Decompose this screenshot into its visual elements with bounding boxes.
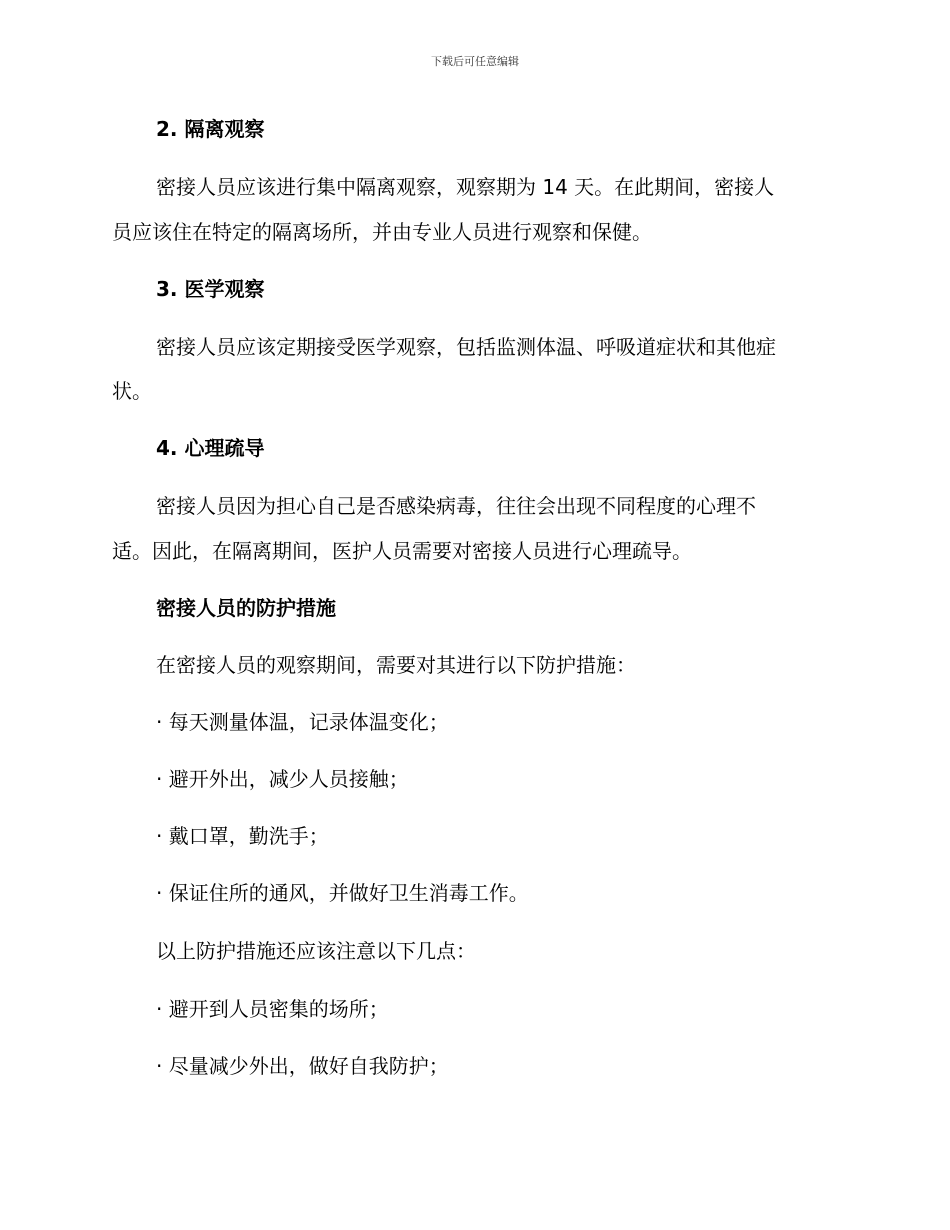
paragraph-psychological-line-2: 适。因此，在隔离期间，医护人员需要对密接人员进行心理疏导。	[112, 539, 692, 563]
page-header-note: 下载后可任意编辑	[431, 55, 519, 68]
list-item: · 避开外出，减少人员接触；	[156, 767, 409, 791]
paragraph-medical-line-2: 状。	[112, 379, 152, 403]
paragraph-notes-intro: 以上防护措施还应该注意以下几点：	[156, 939, 476, 963]
section-heading-psychological: 4. 心理疏导	[156, 436, 265, 460]
paragraph-protection-intro: 在密接人员的观察期间，需要对其进行以下防护措施：	[156, 653, 636, 677]
paragraph-medical-line-1: 密接人员应该定期接受医学观察，包括监测体温、呼吸道症状和其他症	[156, 335, 776, 359]
section-heading-protection: 密接人员的防护措施	[156, 596, 336, 620]
list-item: · 避开到人员密集的场所；	[156, 997, 389, 1021]
paragraph-psychological-line-1: 密接人员因为担心自己是否感染病毒，往往会出现不同程度的心理不	[156, 494, 756, 518]
paragraph-isolation-line-2: 员应该住在特定的隔离场所，并由专业人员进行观察和保健。	[112, 220, 652, 244]
section-heading-isolation: 2. 隔离观察	[156, 117, 265, 141]
paragraph-isolation-line-1: 密接人员应该进行集中隔离观察，观察期为 14 天。在此期间，密接人	[156, 175, 775, 199]
section-heading-medical-observation: 3. 医学观察	[156, 277, 265, 301]
list-item: · 尽量减少外出，做好自我防护；	[156, 1054, 449, 1078]
list-item: · 戴口罩，勤洗手；	[156, 824, 329, 848]
list-item: · 每天测量体温，记录体温变化；	[156, 710, 449, 734]
list-item: · 保证住所的通风，并做好卫生消毒工作。	[156, 881, 529, 905]
